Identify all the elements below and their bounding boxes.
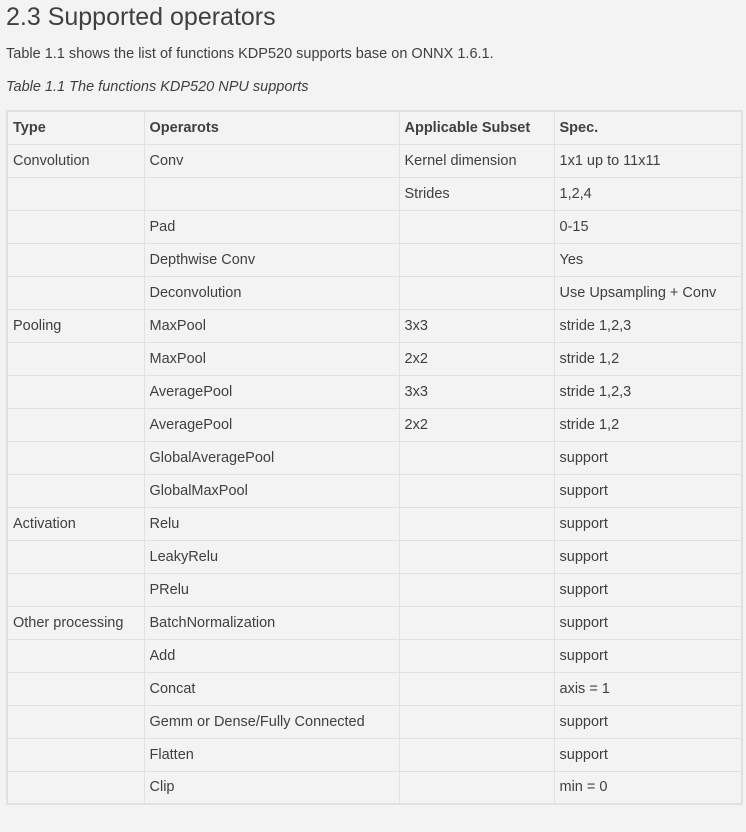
cell-applicable-subset: 2x2	[399, 408, 554, 441]
cell-operator: Add	[144, 639, 399, 672]
table-caption: Table 1.1 The functions KDP520 NPU supports	[6, 79, 309, 95]
table-row	[7, 606, 742, 639]
header-operators: Operarots	[144, 111, 399, 144]
cell-type	[7, 672, 144, 705]
cell-spec: support	[554, 474, 742, 507]
cell-type	[7, 738, 144, 771]
cell-operator: AveragePool	[144, 408, 399, 441]
cell-operator: GlobalMaxPool	[144, 474, 399, 507]
cell-spec: support	[554, 606, 742, 639]
cell-spec: stride 1,2,3	[554, 375, 742, 408]
cell-applicable-subset: Strides	[399, 177, 554, 210]
cell-operator: MaxPool	[144, 342, 399, 375]
cell-applicable-subset	[399, 771, 554, 804]
cell-applicable-subset	[399, 507, 554, 540]
table-row	[7, 243, 742, 276]
cell-type	[7, 243, 144, 276]
cell-operator: Clip	[144, 771, 399, 804]
cell-applicable-subset: 2x2	[399, 342, 554, 375]
table-row	[7, 474, 742, 507]
cell-type	[7, 771, 144, 804]
cell-type	[7, 573, 144, 606]
cell-operator: Conv	[144, 144, 399, 177]
table-body	[7, 144, 742, 804]
cell-type	[7, 375, 144, 408]
header-applicable-subset: Applicable Subset	[399, 111, 554, 144]
cell-applicable-subset: 3x3	[399, 309, 554, 342]
cell-applicable-subset	[399, 474, 554, 507]
cell-spec: support	[554, 540, 742, 573]
cell-type: Other processing	[7, 606, 144, 639]
cell-operator: Depthwise Conv	[144, 243, 399, 276]
cell-operator: MaxPool	[144, 309, 399, 342]
cell-type	[7, 408, 144, 441]
cell-operator: Flatten	[144, 738, 399, 771]
table-row	[7, 507, 742, 540]
cell-operator: Pad	[144, 210, 399, 243]
cell-applicable-subset	[399, 672, 554, 705]
cell-type: Convolution	[7, 144, 144, 177]
cell-spec: support	[554, 573, 742, 606]
cell-type	[7, 342, 144, 375]
cell-type	[7, 441, 144, 474]
cell-spec: 0-15	[554, 210, 742, 243]
cell-applicable-subset	[399, 243, 554, 276]
cell-operator: PRelu	[144, 573, 399, 606]
cell-spec: support	[554, 507, 742, 540]
table-row	[7, 738, 742, 771]
table-header-row	[7, 111, 742, 144]
cell-operator: Concat	[144, 672, 399, 705]
cell-type	[7, 177, 144, 210]
cell-applicable-subset	[399, 573, 554, 606]
cell-operator	[144, 177, 399, 210]
cell-operator: Gemm or Dense/Fully Connected	[144, 705, 399, 738]
cell-spec: support	[554, 738, 742, 771]
table-row	[7, 276, 742, 309]
cell-applicable-subset	[399, 606, 554, 639]
cell-applicable-subset	[399, 540, 554, 573]
cell-operator: LeakyRelu	[144, 540, 399, 573]
cell-applicable-subset: 3x3	[399, 375, 554, 408]
table-row	[7, 408, 742, 441]
cell-operator: Deconvolution	[144, 276, 399, 309]
cell-spec: support	[554, 441, 742, 474]
table-row	[7, 639, 742, 672]
cell-spec: support	[554, 705, 742, 738]
cell-spec: Yes	[554, 243, 742, 276]
table-row	[7, 342, 742, 375]
table-row	[7, 441, 742, 474]
cell-applicable-subset: Kernel dimension	[399, 144, 554, 177]
cell-spec: min = 0	[554, 771, 742, 804]
cell-type	[7, 540, 144, 573]
cell-spec: 1x1 up to 11x11	[554, 144, 742, 177]
cell-applicable-subset	[399, 639, 554, 672]
cell-operator: AveragePool	[144, 375, 399, 408]
cell-type	[7, 210, 144, 243]
cell-spec: stride 1,2,3	[554, 309, 742, 342]
cell-spec: 1,2,4	[554, 177, 742, 210]
table-row	[7, 375, 742, 408]
header-spec: Spec.	[554, 111, 742, 144]
operators-table	[6, 110, 743, 805]
table-row	[7, 210, 742, 243]
cell-applicable-subset	[399, 276, 554, 309]
cell-spec: axis = 1	[554, 672, 742, 705]
cell-type	[7, 474, 144, 507]
cell-operator: BatchNormalization	[144, 606, 399, 639]
cell-spec: stride 1,2	[554, 342, 742, 375]
cell-type	[7, 276, 144, 309]
cell-applicable-subset	[399, 738, 554, 771]
table-row	[7, 705, 742, 738]
cell-spec: Use Upsampling + Conv	[554, 276, 742, 309]
intro-paragraph: Table 1.1 shows the list of functions KDP520 supports base on ONNX 1.6.1.	[6, 46, 494, 62]
table-row	[7, 771, 742, 804]
cell-type: Activation	[7, 507, 144, 540]
table-row	[7, 672, 742, 705]
cell-applicable-subset	[399, 210, 554, 243]
cell-operator: Relu	[144, 507, 399, 540]
header-type: Type	[7, 111, 144, 144]
cell-type	[7, 705, 144, 738]
table-row	[7, 177, 742, 210]
section-heading: 2.3 Supported operators	[6, 3, 276, 31]
cell-operator: GlobalAveragePool	[144, 441, 399, 474]
table-row	[7, 309, 742, 342]
cell-spec: support	[554, 639, 742, 672]
cell-applicable-subset	[399, 441, 554, 474]
cell-spec: stride 1,2	[554, 408, 742, 441]
table-row	[7, 540, 742, 573]
cell-type	[7, 639, 144, 672]
table-row	[7, 573, 742, 606]
cell-applicable-subset	[399, 705, 554, 738]
cell-type: Pooling	[7, 309, 144, 342]
table-row	[7, 144, 742, 177]
